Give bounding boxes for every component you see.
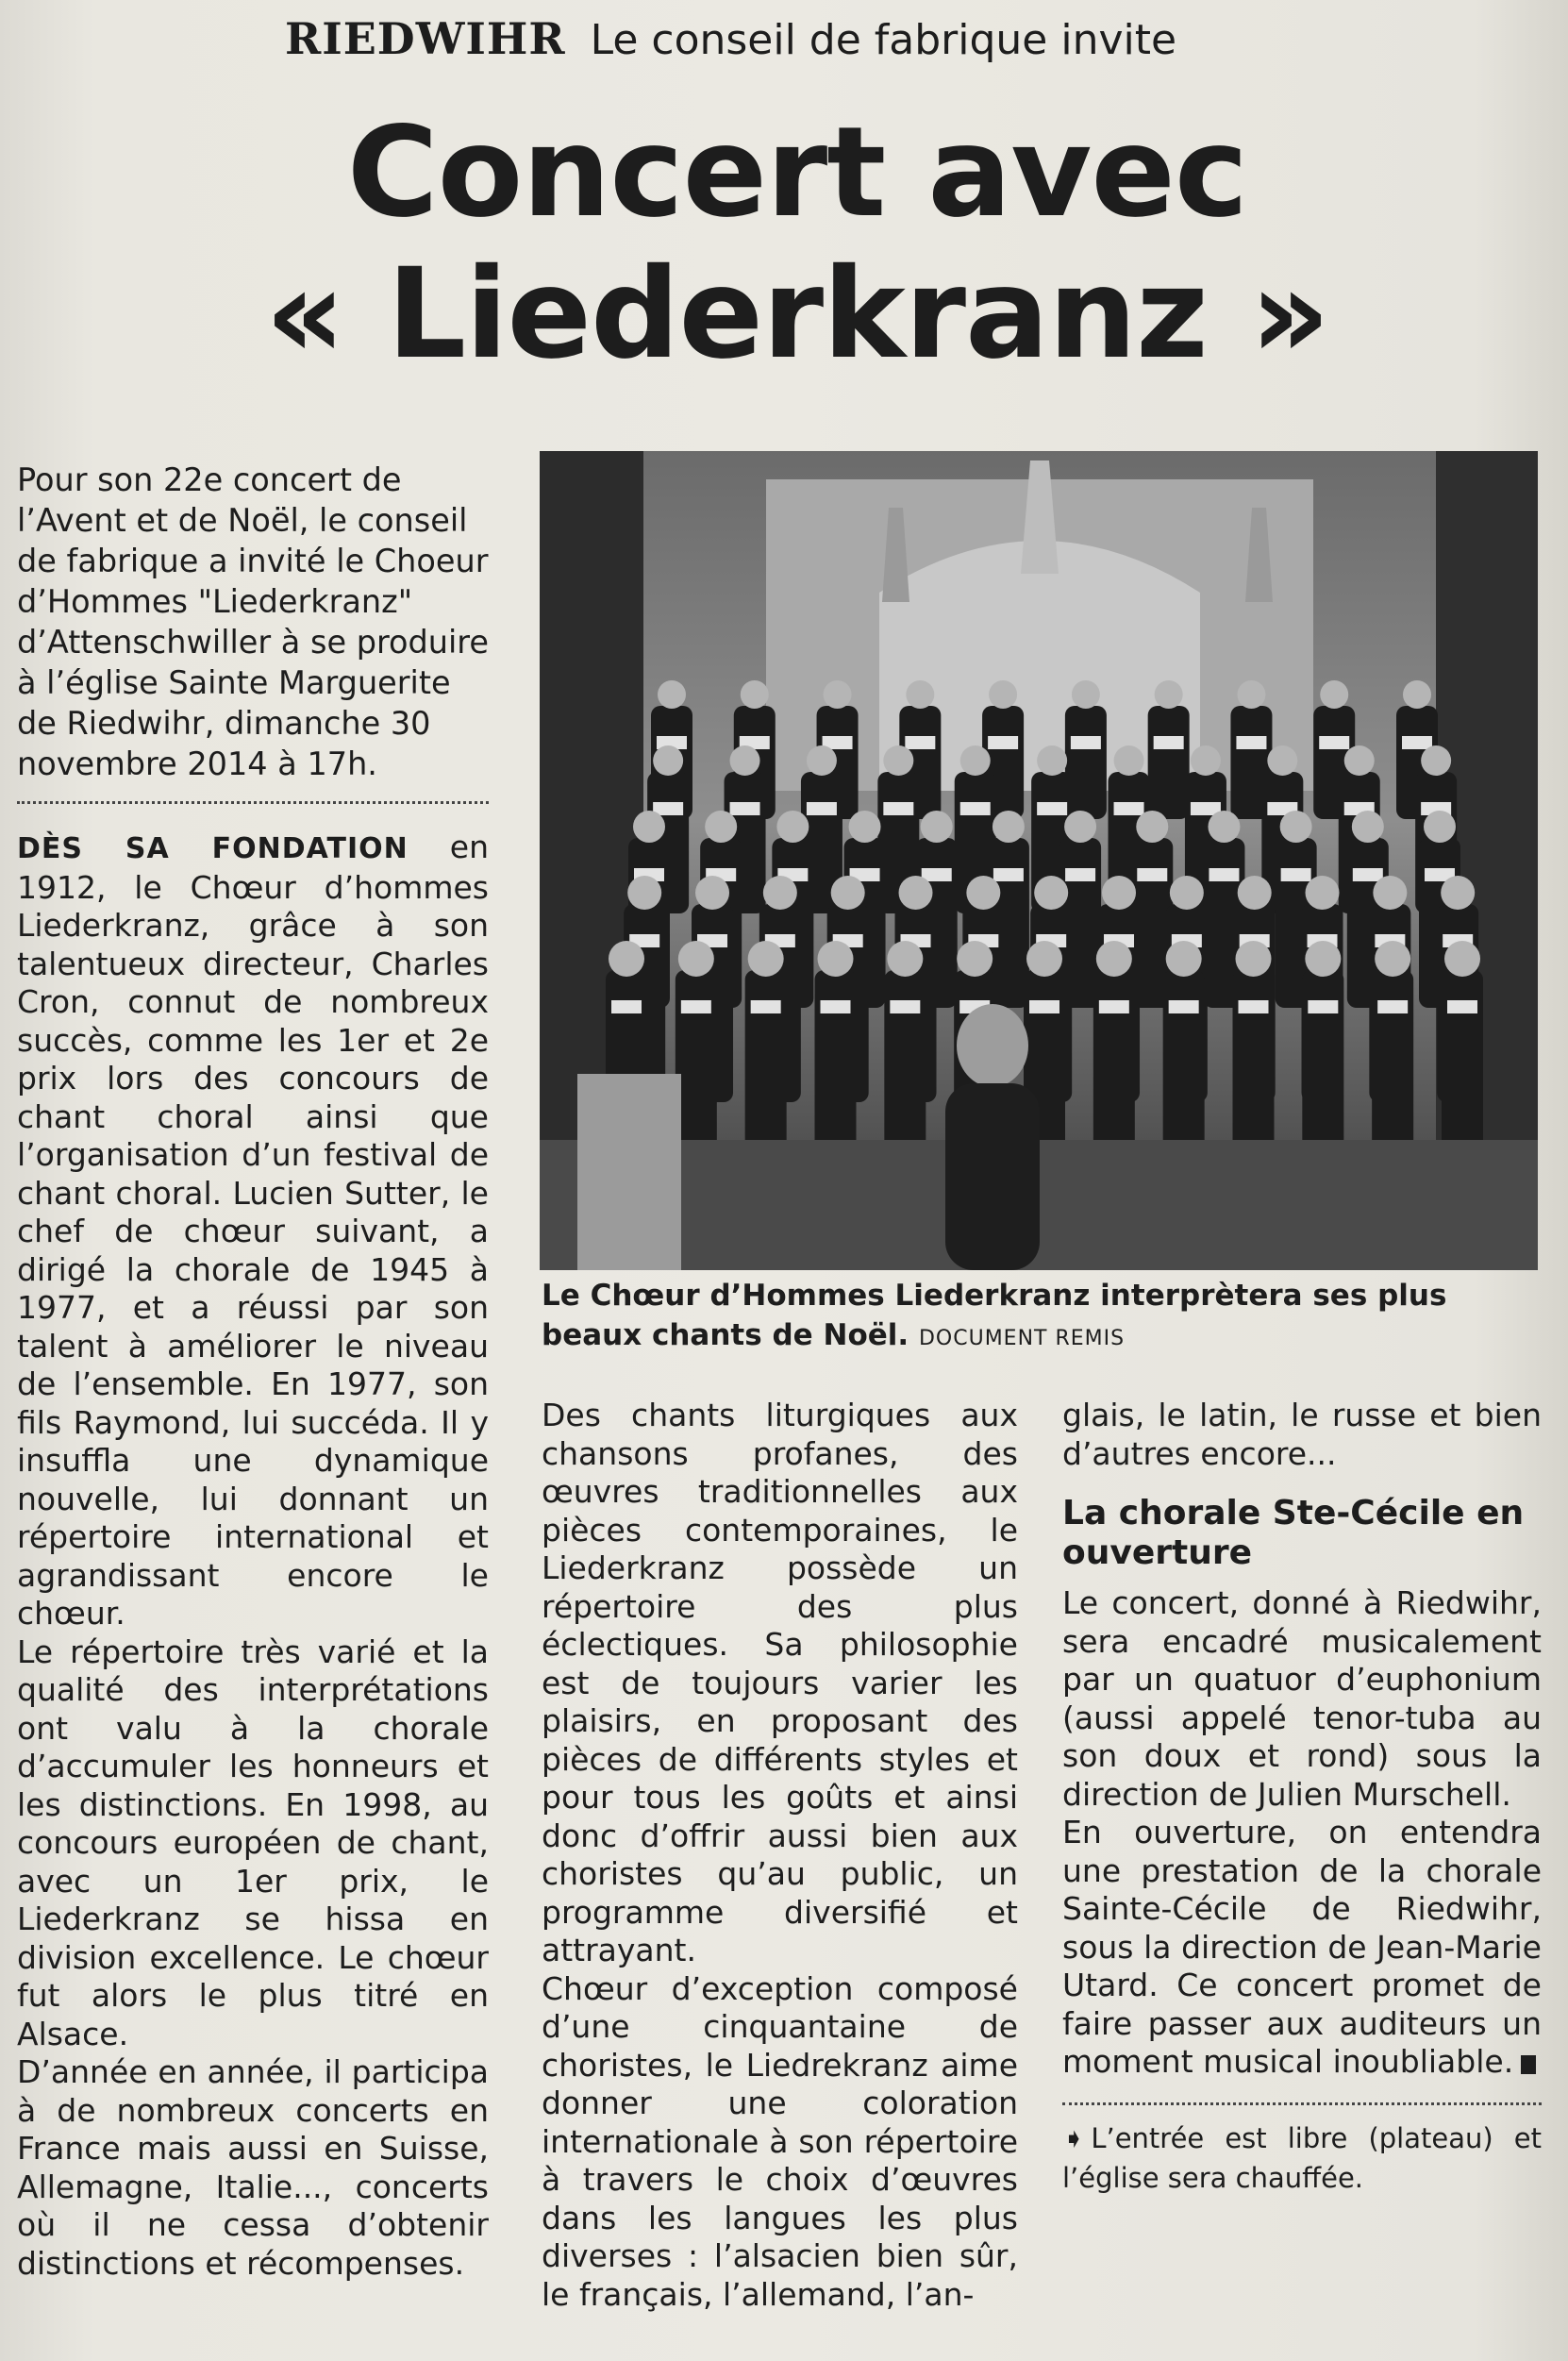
singer-music-folder [821,1000,851,1013]
singer-head [1026,941,1062,977]
singer-head [989,680,1017,709]
choir-photo-illustration [540,451,1538,1270]
singer-head [609,941,644,977]
singer-music-folder [751,1000,781,1013]
singer-head [906,680,934,709]
singer-head [741,680,769,709]
singer-head [633,811,665,843]
singer-music-folder [960,802,991,815]
singer-head [730,745,760,776]
singer-head [957,941,993,977]
singer-head [1280,811,1312,843]
singer-music-folder [883,802,913,815]
singer-head [678,941,714,977]
singer-head [921,811,953,843]
singer-head [1236,941,1272,977]
singer-head [849,811,881,843]
conductor-head [957,1004,1028,1087]
singer-music-folder [988,736,1018,749]
column-1-paragraph-3: D’année en année, il participa à de nombreux concerts en France mais aussi en Suisse, Allemagne, Italie..., concerts où il ne cessa d’obtenir distinctions et récompenses. [17,2053,489,2282]
singer-head [1191,745,1221,776]
singer-head [831,876,865,910]
singer-head [1072,680,1100,709]
run-in-heading: DÈS SA FONDATION [17,832,409,865]
column-3-paragraph-1: Le concert, donné à Riedwihr, sera encadré musicalement par un quatuor d’euphonium (aussi appelé tenor-tuba au son doux et rond) sous la direction de Julien Murschell. [1062,1584,1542,1813]
singer-music-folder [1402,736,1432,749]
column-2-paragraph-2: Chœur d’exception composé d’une cinquantaine de choristes, le Liedrekranz aime donner une coloration internationale à son répertoire à travers le choix d’œuvres dans les langues les plus diverses : l’alsacien bien sûr, le français, l’allemand, l’an- [542,1969,1018,2313]
singer-music-folder [1029,1000,1059,1013]
practical-info [1062,2118,1542,2198]
singer-head [1114,745,1144,776]
photo-credit: DOCUMENT REMIS [918,1327,1126,1350]
singer-head [1166,941,1202,977]
singer-head [748,941,784,977]
singer-music-folder [1319,736,1349,749]
column-3-paragraph-0: glais, le latin, le russe et bien d’autres encore... [1062,1397,1542,1472]
singer-head [1155,680,1183,709]
article-headline [264,102,1330,385]
singer-head [1267,745,1297,776]
kicker-rubric: Le conseil de fabrique invite [590,16,1177,64]
singer-music-folder [1137,868,1167,881]
article-column-2 [542,1397,1018,2314]
singer-music-folder [807,802,837,815]
singer-head [1037,745,1067,776]
singer-head [1102,876,1136,910]
column-1-paragraph-2: Le répertoire très varié et la qualité des interprétations ont valu à la chorale d’accumuler les honneurs et les distinctions. En 1998, au concours européen de chant, avec un 1er prix, le Liederkranz se hissa en division excellence. Le chœur fut alors le plus titré en Alsace. [17,1633,489,2052]
singer-head [1373,876,1407,910]
singer-head [1096,941,1132,977]
singer-head [627,876,661,910]
singer-music-folder [611,1000,642,1013]
practical-info-text: L’entrée est libre (plateau) et l’église sera chauffée. [1062,2121,1542,2194]
singer-music-folder [1377,1000,1408,1013]
singer-music-folder [1114,802,1144,815]
kicker-place: RIEDWIHR [285,13,566,64]
column-1-paragraph-1-text: en 1912, le Chœur d’hommes Liederkranz, grâce à son talentueux directeur, Charles Cron, connut de nombreux succès, comme les 1er et 2e prix lors des concours de chant choral ainsi que l’organisation d’un festival de chant choral. Lucien Sutter, le chef de chœur suivant, a dirigé la chorale de 1945 à 1977, et a réussi par son talent à améliorer le niveau de l’ensemble. En 1977, son fils Raymond, lui succéda. Il y insuffla une dynamique nouvelle, lui donnant un répertoire international et agrandissant encore le chœur. [17,829,489,1632]
column-3-paragraph-2-text: En ouverture, on entendra une prestation de la chorale Sainte-Cécile de Riedwihr, sous la direction de Jean-Marie Utard. Ce concert promet de faire passer aux auditeurs un moment musical inoubliable. [1062,1814,1542,2080]
singer-music-folder [1065,868,1095,881]
singer-head [966,876,1000,910]
arrow-icon: ➧ [1062,2121,1086,2154]
photo-caption [542,1276,1542,1359]
singer-head [899,876,933,910]
headline-line-2: « Liederkranz » [264,242,1330,387]
singer-head [1375,941,1410,977]
headline-line-1: Concert avec [346,100,1248,245]
singer-music-folder [1037,802,1067,815]
singer-head [887,941,923,977]
singer-head [1421,745,1451,776]
singer-head [1424,811,1456,843]
singer-head [960,745,991,776]
singer-music-folder [1154,736,1184,749]
singer-head [1136,811,1168,843]
column-2-paragraph-1: Des chants liturgiques aux chansons profanes, des œuvres traditionnelles aux pièces contemporaines, le Liederkranz possède un répertoire des plus éclectiques. Sa philosophie est de toujours varier les plaisirs, en proposant des pièces de différents styles et pour tous les goûts et ainsi donc d’offrir aussi bien aux choristes qu’au public, un programme diversifié et attrayant. [542,1397,1018,1968]
choir-photo [540,451,1538,1270]
singer-head [1444,941,1480,977]
section-subheading: La chorale Ste-Cécile en ouverture [1062,1494,1525,1572]
singer-music-folder [1071,736,1101,749]
singer-music-folder [1209,868,1239,881]
article-column-1 [17,460,489,2283]
singer-head [807,745,837,776]
singer-head [1306,876,1340,910]
lectern [577,1074,681,1270]
singer-head [658,680,686,709]
singer-head [1320,680,1348,709]
singer-head [1305,941,1341,977]
singer-head [818,941,854,977]
singer-music-folder [1353,868,1383,881]
singer-head [695,876,729,910]
singer-head [1237,680,1265,709]
singer-music-folder [905,736,935,749]
singer-head [1034,876,1068,910]
singer-music-folder [1169,1000,1199,1013]
singer-head [1403,680,1431,709]
singer-music-folder [1099,1000,1129,1013]
end-of-article-mark [1521,2055,1536,2074]
singer-music-folder [681,1000,711,1013]
singer-head [1208,811,1240,843]
singer-head [763,876,797,910]
singer-head [993,811,1025,843]
singer-head [1064,811,1096,843]
singer-music-folder [1236,736,1266,749]
singer-music-folder [890,1000,920,1013]
singer-body [1148,706,1190,819]
singer-head [705,811,737,843]
singer-music-folder [1308,1000,1338,1013]
singer-head [1238,876,1272,910]
column-1-paragraph-1 [17,829,489,1633]
singer-music-folder [993,868,1024,881]
singer-head [1352,811,1384,843]
article-lead: Pour son 22e concert de l’Avent et de Noël, le conseil de fabrique a invité le Choeur d’Hommes "Liederkranz" d’Attenschwiller à se produire à l’église Sainte Marguerite de Riedwihr, dimanche 30 novembre 2014 à 17h. [17,461,489,782]
dotted-divider [17,801,489,804]
singer-head [1441,876,1475,910]
singer-head [1344,745,1375,776]
article-kicker [285,13,1304,79]
singer-music-folder [1447,1000,1477,1013]
conductor-body [945,1083,1040,1270]
column-3-paragraph-2 [1062,1814,1542,2082]
singer-head [824,680,852,709]
photo-caption-text: Le Chœur d’Hommes Liederkranz interprètera ses plus beaux chants de Noël. [542,1279,1447,1352]
singer-head [653,745,683,776]
singer-head [776,811,809,843]
singer-music-folder [730,802,760,815]
dotted-divider [1062,2102,1542,2105]
singer-head [883,745,913,776]
singer-music-folder [1281,868,1311,881]
singer-music-folder [1239,1000,1269,1013]
singer-head [1170,876,1204,910]
article-column-3 [1062,1397,1542,2198]
